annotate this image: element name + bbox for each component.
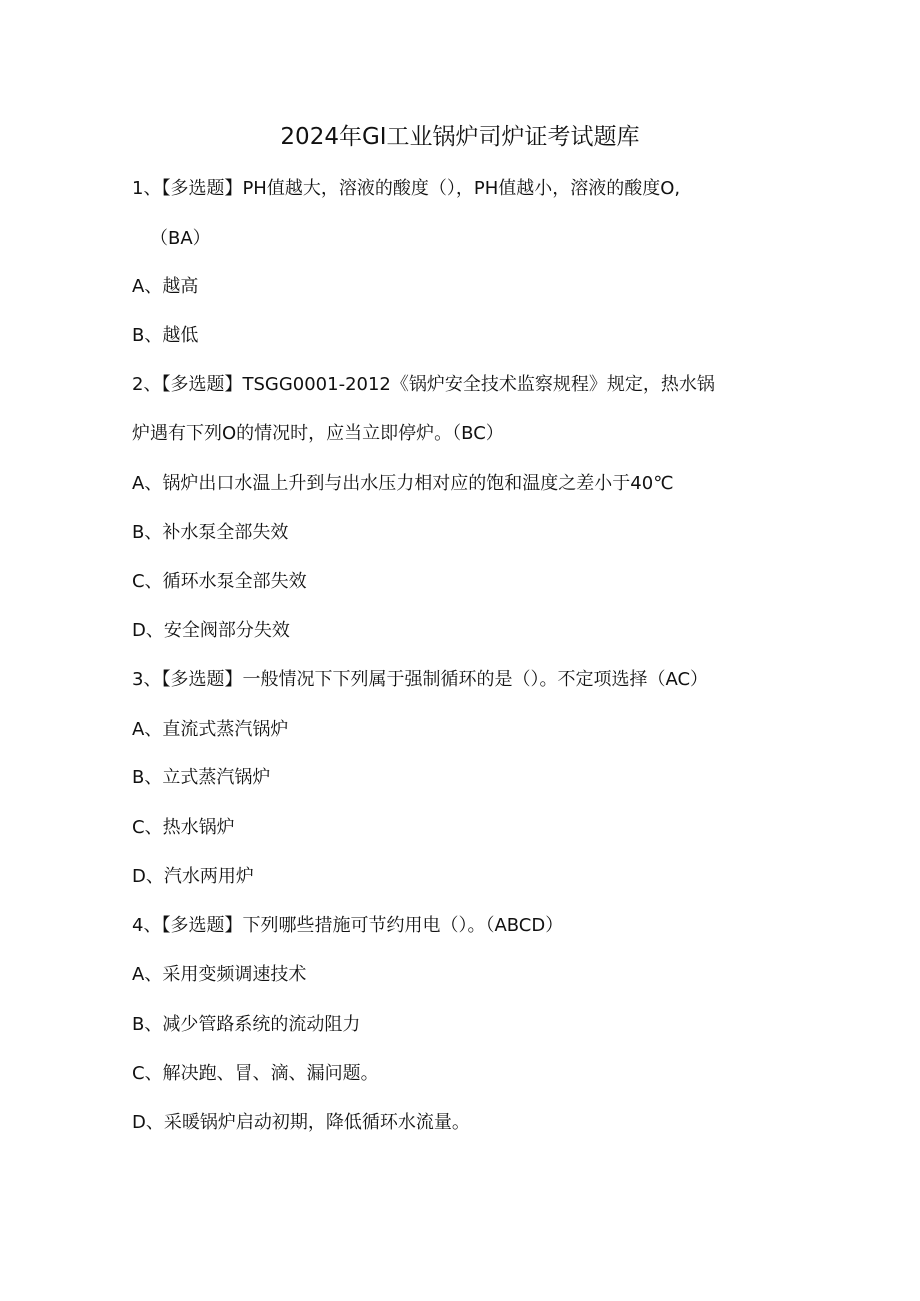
question-3-option-b: B、立式蒸汽锅炉 — [132, 767, 271, 788]
question-2-option-a: A、锅炉出口水温上升到与出水压力相对应的饱和温度之差小于40℃ — [132, 473, 674, 494]
question-3-option-c: C、热水锅炉 — [132, 817, 235, 838]
question-3-option-a: A、直流式蒸汽锅炉 — [132, 719, 289, 740]
question-4-option-c: C、解决跑、冒、滴、漏问题。 — [132, 1063, 379, 1084]
question-2-option-b: B、补水泵全部失效 — [132, 522, 289, 543]
question-1-option-a: A、越高 — [132, 276, 199, 297]
question-4-option-b: B、减少管路系统的流动阻力 — [132, 1014, 361, 1035]
question-3-stem-line-1: 3、【多选题】一般情况下下列属于强制循环的是（）。不定项选择（AC） — [132, 669, 709, 690]
question-2-stem-line-2: 炉遇有下列O的情况时，应当立即停炉。（BC） — [132, 423, 504, 444]
question-4-stem-line-1: 4、【多选题】下列哪些措施可节约用电（）。（ABCD） — [132, 915, 564, 936]
question-3-option-d: D、汽水两用炉 — [132, 866, 254, 887]
question-4-option-a: A、采用变频调速技术 — [132, 964, 307, 985]
question-2-option-d: D、安全阀部分失效 — [132, 620, 290, 641]
question-1-option-b: B、越低 — [132, 325, 199, 346]
question-2-stem-line-1: 2、【多选题】TSGG0001-2012《锅炉安全技术监察规程》规定，热水锅 — [132, 374, 715, 395]
question-4-option-d: D、采暖锅炉启动初期，降低循环水流量。 — [132, 1112, 470, 1133]
question-1-stem-line-2: （BA） — [150, 228, 211, 249]
question-2-option-c: C、循环水泵全部失效 — [132, 571, 307, 592]
question-1-stem-line-1: 1、【多选题】PH值越大，溶液的酸度（），PH值越小，溶液的酸度O, — [132, 178, 681, 199]
document-title: 2024年GI工业锅炉司炉证考试题库 — [280, 124, 640, 150]
